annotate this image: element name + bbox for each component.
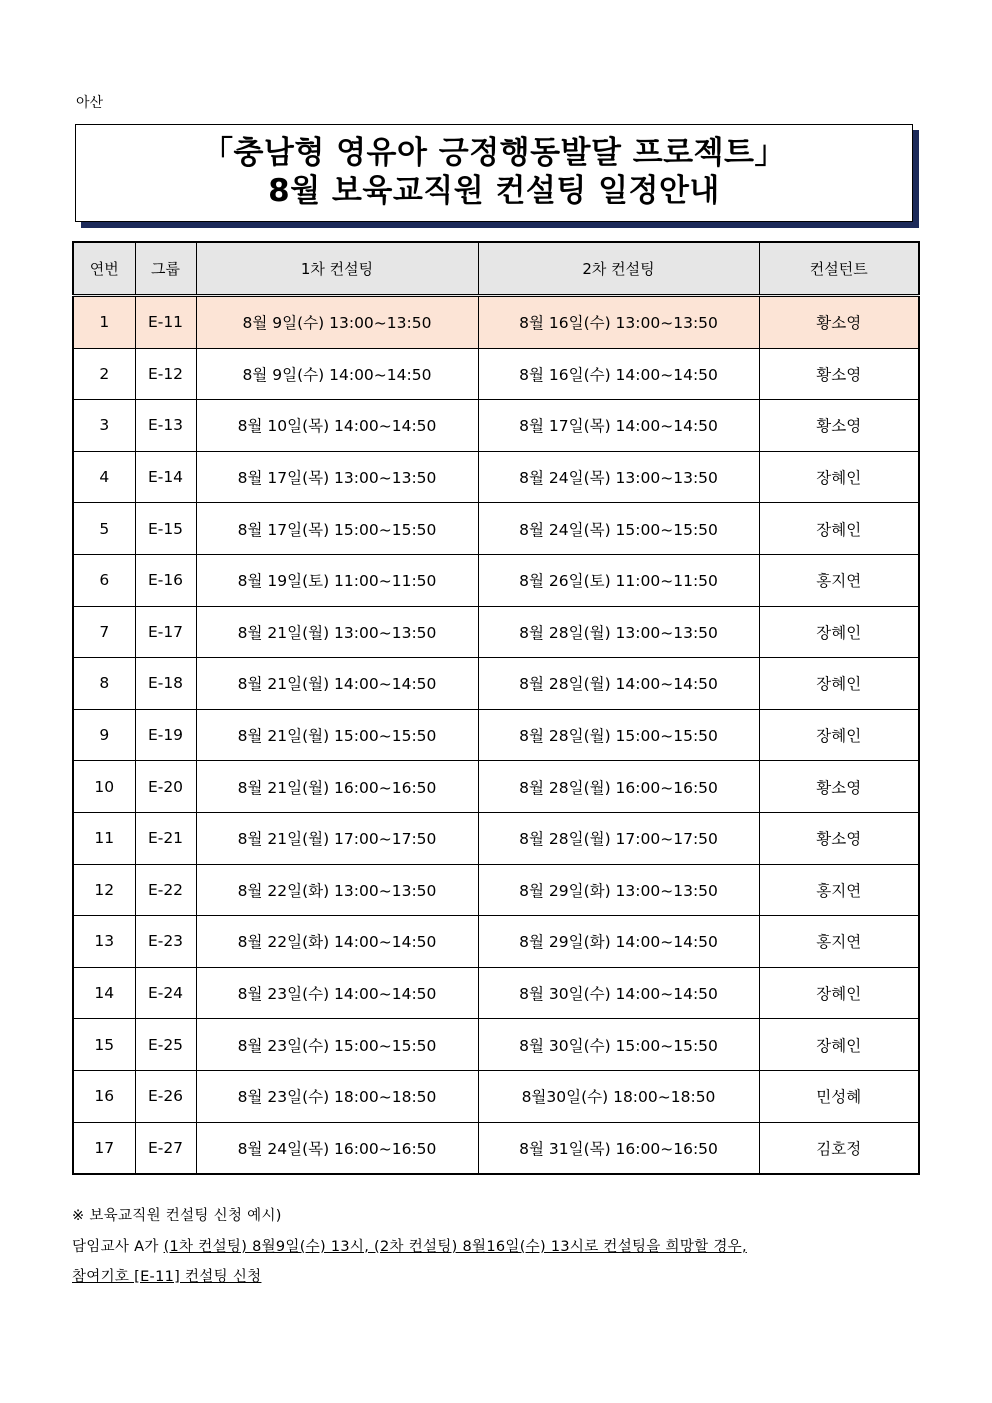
cell-consultant: 황소영 xyxy=(759,761,919,813)
cell-consultant: 장혜인 xyxy=(759,967,919,1019)
cell-first-consulting: 8월 21일(월) 14:00~14:50 xyxy=(196,658,478,710)
table-row xyxy=(73,348,919,400)
cell-no: 16 xyxy=(73,1070,135,1122)
cell-group: E-25 xyxy=(135,1019,196,1071)
cell-second-consulting: 8월 17일(목) 14:00~14:50 xyxy=(478,400,759,452)
cell-no: 5 xyxy=(73,503,135,555)
cell-first-consulting: 8월 23일(수) 15:00~15:50 xyxy=(196,1019,478,1071)
cell-second-consulting: 8월 30일(수) 14:00~14:50 xyxy=(478,967,759,1019)
cell-no: 15 xyxy=(73,1019,135,1071)
cell-first-consulting: 8월 10일(목) 14:00~14:50 xyxy=(196,400,478,452)
table-header-row xyxy=(73,242,919,296)
cell-group: E-23 xyxy=(135,916,196,968)
table-row xyxy=(73,1070,919,1122)
cell-consultant: 장혜인 xyxy=(759,709,919,761)
header-no: 연번 xyxy=(73,242,135,296)
cell-first-consulting: 8월 17일(목) 13:00~13:50 xyxy=(196,451,478,503)
cell-no: 2 xyxy=(73,348,135,400)
cell-no: 6 xyxy=(73,554,135,606)
cell-second-consulting: 8월 31일(목) 16:00~16:50 xyxy=(478,1122,759,1174)
note-example xyxy=(72,1235,918,1256)
cell-group: E-11 xyxy=(135,296,196,349)
cell-second-consulting: 8월 16일(수) 14:00~14:50 xyxy=(478,348,759,400)
cell-group: E-17 xyxy=(135,606,196,658)
note-heading: ※ 보육교직원 컨설팅 신청 예시) xyxy=(72,1208,282,1224)
table-row xyxy=(73,1122,919,1174)
cell-consultant: 황소영 xyxy=(759,812,919,864)
cell-consultant: 민성혜 xyxy=(759,1070,919,1122)
cell-no: 3 xyxy=(73,400,135,452)
cell-consultant: 홍지연 xyxy=(759,864,919,916)
cell-second-consulting: 8월 26일(토) 11:00~11:50 xyxy=(478,554,759,606)
cell-group: E-16 xyxy=(135,554,196,606)
table-row xyxy=(73,554,919,606)
cell-second-consulting: 8월 28일(월) 14:00~14:50 xyxy=(478,658,759,710)
cell-consultant: 장혜인 xyxy=(759,503,919,555)
cell-group: E-18 xyxy=(135,658,196,710)
table-row xyxy=(73,606,919,658)
cell-group: E-14 xyxy=(135,451,196,503)
cell-no: 14 xyxy=(73,967,135,1019)
cell-group: E-15 xyxy=(135,503,196,555)
cell-consultant: 황소영 xyxy=(759,400,919,452)
cell-first-consulting: 8월 17일(목) 15:00~15:50 xyxy=(196,503,478,555)
cell-consultant: 장혜인 xyxy=(759,1019,919,1071)
note-example-line2: 참여기호 [E-11] 컨설팅 신청 xyxy=(72,1269,262,1285)
note-example-prefix: 담임교사 A가 xyxy=(72,1239,164,1255)
table-row xyxy=(73,400,919,452)
table-row xyxy=(73,864,919,916)
header-consultant: 컨설턴트 xyxy=(759,242,919,296)
header-group: 그룹 xyxy=(135,242,196,296)
cell-first-consulting: 8월 9일(수) 13:00~13:50 xyxy=(196,296,478,349)
cell-second-consulting: 8월 30일(수) 15:00~15:50 xyxy=(478,1019,759,1071)
cell-first-consulting: 8월 19일(토) 11:00~11:50 xyxy=(196,554,478,606)
cell-group: E-27 xyxy=(135,1122,196,1174)
cell-group: E-12 xyxy=(135,348,196,400)
cell-second-consulting: 8월 24일(목) 13:00~13:50 xyxy=(478,451,759,503)
cell-no: 11 xyxy=(73,812,135,864)
table-row xyxy=(73,658,919,710)
cell-group: E-19 xyxy=(135,709,196,761)
cell-consultant: 장혜인 xyxy=(759,451,919,503)
cell-no: 17 xyxy=(73,1122,135,1174)
cell-second-consulting: 8월30일(수) 18:00~18:50 xyxy=(478,1070,759,1122)
cell-consultant: 황소영 xyxy=(759,348,919,400)
cell-group: E-13 xyxy=(135,400,196,452)
table-row xyxy=(73,451,919,503)
schedule-table xyxy=(72,241,920,1175)
cell-first-consulting: 8월 21일(월) 15:00~15:50 xyxy=(196,709,478,761)
cell-no: 10 xyxy=(73,761,135,813)
cell-second-consulting: 8월 28일(월) 15:00~15:50 xyxy=(478,709,759,761)
cell-first-consulting: 8월 21일(월) 16:00~16:50 xyxy=(196,761,478,813)
cell-second-consulting: 8월 28일(월) 17:00~17:50 xyxy=(478,812,759,864)
title-line-2: 8월 보육교직원 컨설팅 일정안내 xyxy=(268,173,720,209)
title-line-1: 「충남형 영유아 긍정행동발달 프로젝트」 xyxy=(201,135,786,171)
cell-no: 4 xyxy=(73,451,135,503)
table-row xyxy=(73,1019,919,1071)
table-row xyxy=(73,967,919,1019)
cell-consultant: 김호정 xyxy=(759,1122,919,1174)
cell-first-consulting: 8월 21일(월) 17:00~17:50 xyxy=(196,812,478,864)
region-label: 아산 xyxy=(76,95,104,111)
cell-group: E-24 xyxy=(135,967,196,1019)
cell-first-consulting: 8월 22일(화) 14:00~14:50 xyxy=(196,916,478,968)
cell-first-consulting: 8월 21일(월) 13:00~13:50 xyxy=(196,606,478,658)
cell-group: E-20 xyxy=(135,761,196,813)
cell-no: 13 xyxy=(73,916,135,968)
cell-group: E-22 xyxy=(135,864,196,916)
cell-second-consulting: 8월 28일(월) 13:00~13:50 xyxy=(478,606,759,658)
cell-consultant: 황소영 xyxy=(759,296,919,349)
cell-no: 7 xyxy=(73,606,135,658)
cell-first-consulting: 8월 9일(수) 14:00~14:50 xyxy=(196,348,478,400)
table-row xyxy=(73,503,919,555)
cell-consultant: 장혜인 xyxy=(759,606,919,658)
cell-first-consulting: 8월 23일(수) 18:00~18:50 xyxy=(196,1070,478,1122)
table-row xyxy=(73,709,919,761)
cell-no: 8 xyxy=(73,658,135,710)
cell-no: 9 xyxy=(73,709,135,761)
table-row xyxy=(73,761,919,813)
cell-first-consulting: 8월 22일(화) 13:00~13:50 xyxy=(196,864,478,916)
cell-second-consulting: 8월 29일(화) 14:00~14:50 xyxy=(478,916,759,968)
cell-consultant: 장혜인 xyxy=(759,658,919,710)
cell-second-consulting: 8월 16일(수) 13:00~13:50 xyxy=(478,296,759,349)
table-row xyxy=(73,916,919,968)
cell-second-consulting: 8월 29일(화) 13:00~13:50 xyxy=(478,864,759,916)
table-row xyxy=(73,296,919,349)
note-example-underlined: (1차 컨설팅) 8월9일(수) 13시, (2차 컨설팅) 8월16일(수) 13시로 컨설팅을 희망할 경우, xyxy=(163,1239,747,1255)
cell-second-consulting: 8월 28일(월) 16:00~16:50 xyxy=(478,761,759,813)
cell-no: 1 xyxy=(73,296,135,349)
cell-second-consulting: 8월 24일(목) 15:00~15:50 xyxy=(478,503,759,555)
title-box xyxy=(75,124,913,222)
cell-group: E-26 xyxy=(135,1070,196,1122)
cell-group: E-21 xyxy=(135,812,196,864)
header-second-consulting: 2차 컨설팅 xyxy=(478,242,759,296)
cell-first-consulting: 8월 24일(목) 16:00~16:50 xyxy=(196,1122,478,1174)
cell-first-consulting: 8월 23일(수) 14:00~14:50 xyxy=(196,967,478,1019)
cell-no: 12 xyxy=(73,864,135,916)
table-row xyxy=(73,812,919,864)
cell-consultant: 홍지연 xyxy=(759,554,919,606)
header-first-consulting: 1차 컨설팅 xyxy=(196,242,478,296)
cell-consultant: 홍지연 xyxy=(759,916,919,968)
